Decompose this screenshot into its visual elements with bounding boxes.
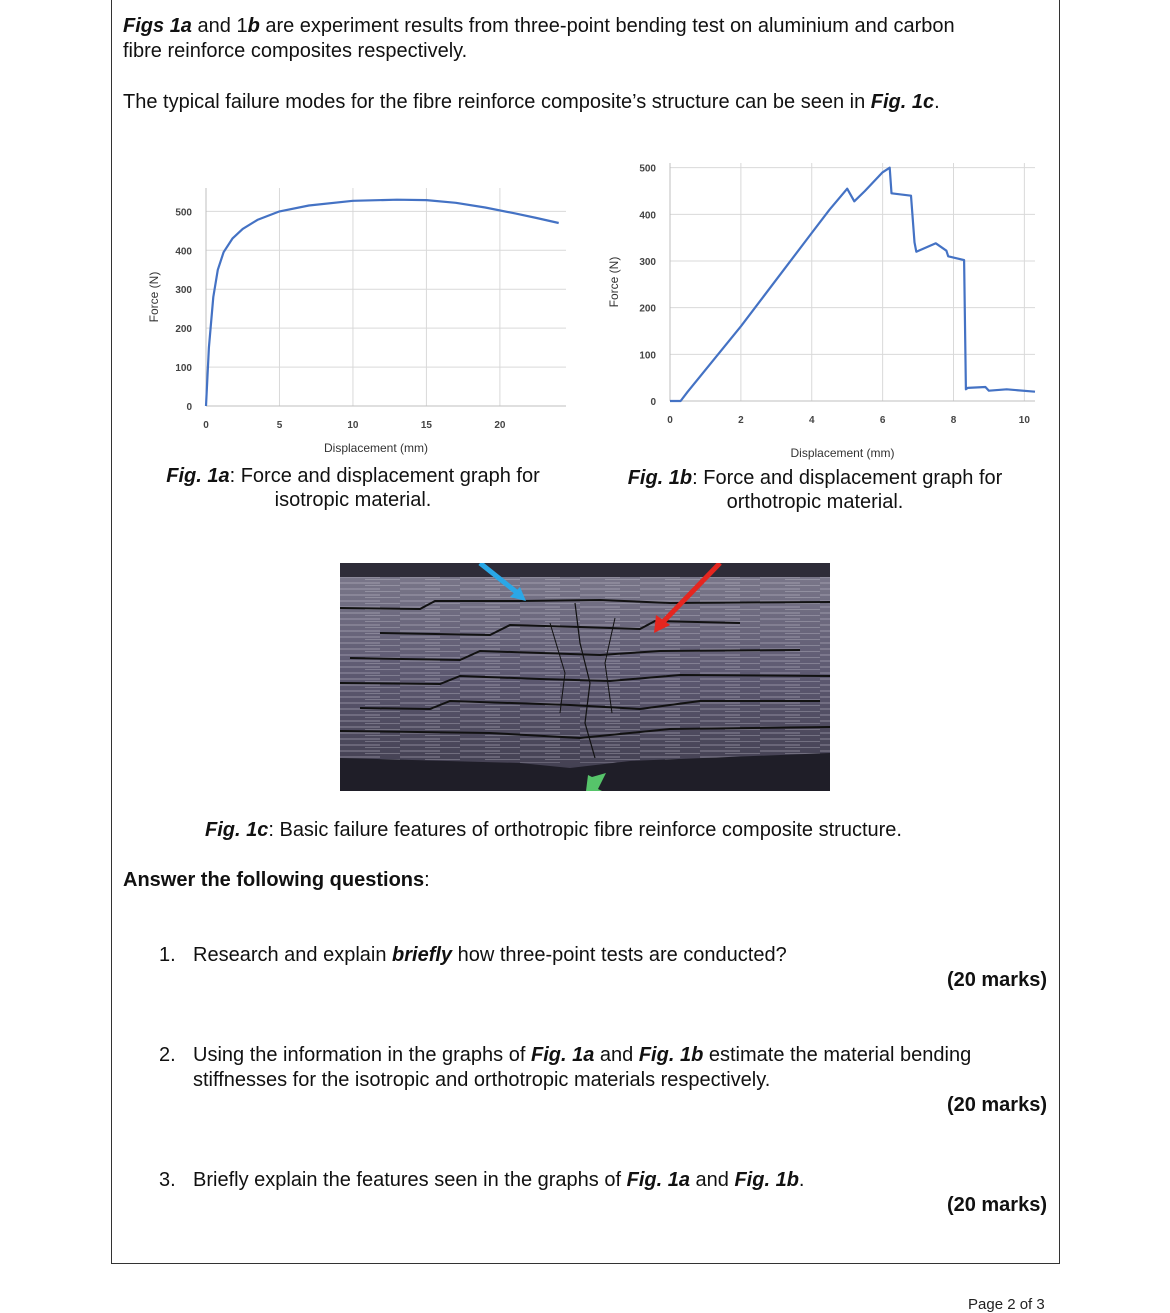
intro-line-1 <box>123 14 955 38</box>
y-tick-label: 200 <box>175 324 192 336</box>
x-tick-label: 0 <box>203 420 209 431</box>
fig1b-caption-line2: orthotropic material. <box>726 491 904 513</box>
y-tick-label: 0 <box>186 402 192 413</box>
fig1c-caption-text: : Basic failure features of orthotropic fibre reinforce composite structure. <box>268 819 902 841</box>
fig1a-ref: 1a <box>169 15 192 37</box>
question-3-text-pre: Briefly explain the features seen in the graphs of <box>193 1169 622 1191</box>
x-tick-label: 8 <box>950 415 957 426</box>
question-1-text-post: how three-point tests are conducted? <box>457 944 787 966</box>
y-tick-label: 400 <box>639 210 656 222</box>
question-2-line-2: stiffnesses for the isotropic and orthotropic materials respectively. <box>193 1069 771 1091</box>
question-2-and: and <box>599 1044 634 1066</box>
question-1-marks: (20 marks) <box>946 969 1047 991</box>
page-number: Page 2 of 3 <box>968 1296 1045 1313</box>
question-3-ref-1a: Fig. 1a <box>626 1169 690 1191</box>
question-1 <box>159 943 787 967</box>
question-2-ref-1a: Fig. 1a <box>530 1044 595 1066</box>
x-tick-label: 0 <box>667 415 673 426</box>
y-tick-label: 500 <box>639 163 656 175</box>
question-3 <box>159 1168 804 1192</box>
question-2-number: 2. <box>159 1044 176 1066</box>
question-3-ref-1b: Fig. 1b <box>734 1169 799 1191</box>
fig1c-photo <box>340 563 830 791</box>
intro-line-3 <box>123 90 940 114</box>
question-3-and: and <box>695 1169 729 1191</box>
x-tick-label: 6 <box>879 415 886 426</box>
y-tick-label: 100 <box>175 363 192 375</box>
fig1a-caption-label: Fig. 1a <box>166 465 230 487</box>
y-tick-label: 500 <box>175 207 192 219</box>
y-axis-label: Force (N) <box>607 256 621 308</box>
y-tick-label: 0 <box>650 397 656 408</box>
question-1-emphasis: briefly <box>392 944 453 966</box>
fig1a-chart <box>140 170 580 460</box>
fig1b-caption-text: : Force and displacement graph for <box>692 467 1003 489</box>
question-1-text-pre: Research and explain <box>193 944 387 966</box>
fig1b-caption-label: Fig. 1b <box>627 467 693 489</box>
x-tick-label: 4 <box>808 415 815 426</box>
question-3-marks: (20 marks) <box>946 1194 1047 1216</box>
x-tick-label: 10 <box>1018 415 1030 426</box>
x-axis-label: Displacement (mm) <box>790 446 895 460</box>
question-3-period: . <box>798 1169 805 1191</box>
question-3-number: 3. <box>159 1169 176 1191</box>
question-2-text-pre: Using the information in the graphs of <box>193 1044 526 1066</box>
series-line <box>670 168 1035 401</box>
x-tick-label: 5 <box>276 420 283 431</box>
fig1b-chart <box>600 160 1045 465</box>
figs-label: Figs <box>123 15 165 37</box>
intro-line-1-rest: are experiment results from three-point bending test on aluminium and carbon <box>265 15 955 37</box>
intro-line-3-text: The typical failure modes for the fibre reinforce composite’s structure can be seen in <box>123 91 866 113</box>
x-tick-label: 20 <box>494 420 506 431</box>
answer-heading-text: Answer the following questions <box>123 869 425 891</box>
answer-heading-colon: : <box>424 869 430 891</box>
fig1b-caption <box>600 466 1030 514</box>
top-dark-band <box>340 563 830 577</box>
x-tick-label: 15 <box>420 420 432 431</box>
y-tick-label: 100 <box>639 350 656 362</box>
question-2-marks: (20 marks) <box>946 1094 1047 1116</box>
period: . <box>934 91 940 113</box>
y-tick-label: 300 <box>639 257 656 268</box>
fig1a-caption <box>140 464 566 512</box>
intro-line-2: fibre reinforce composites respectively. <box>123 40 468 62</box>
fig1b-ref: 1b <box>236 15 260 37</box>
y-tick-label: 400 <box>175 246 192 258</box>
fig1c-caption-label: Fig. 1c <box>205 819 269 841</box>
x-tick-label: 2 <box>738 415 744 426</box>
fig1a-caption-text: : Force and displacement graph for <box>229 465 540 487</box>
question-2-text-post: estimate the material bending <box>708 1044 972 1066</box>
x-tick-label: 10 <box>347 420 359 431</box>
fig1a-caption-line2: isotropic material. <box>274 489 432 511</box>
y-tick-label: 300 <box>175 285 192 297</box>
x-axis-label: Displacement (mm) <box>323 441 429 455</box>
y-tick-label: 200 <box>639 303 656 315</box>
series-line <box>206 200 559 406</box>
fig1c-caption <box>205 818 902 842</box>
question-1-number: 1. <box>159 944 176 966</box>
answer-heading <box>123 868 430 892</box>
and-word: and <box>197 15 231 37</box>
question-2 <box>159 1043 971 1067</box>
y-axis-label: Force (N) <box>147 271 161 323</box>
fig1c-ref: Fig. 1c <box>870 91 935 113</box>
question-2-ref-1b: Fig. 1b <box>638 1044 704 1066</box>
